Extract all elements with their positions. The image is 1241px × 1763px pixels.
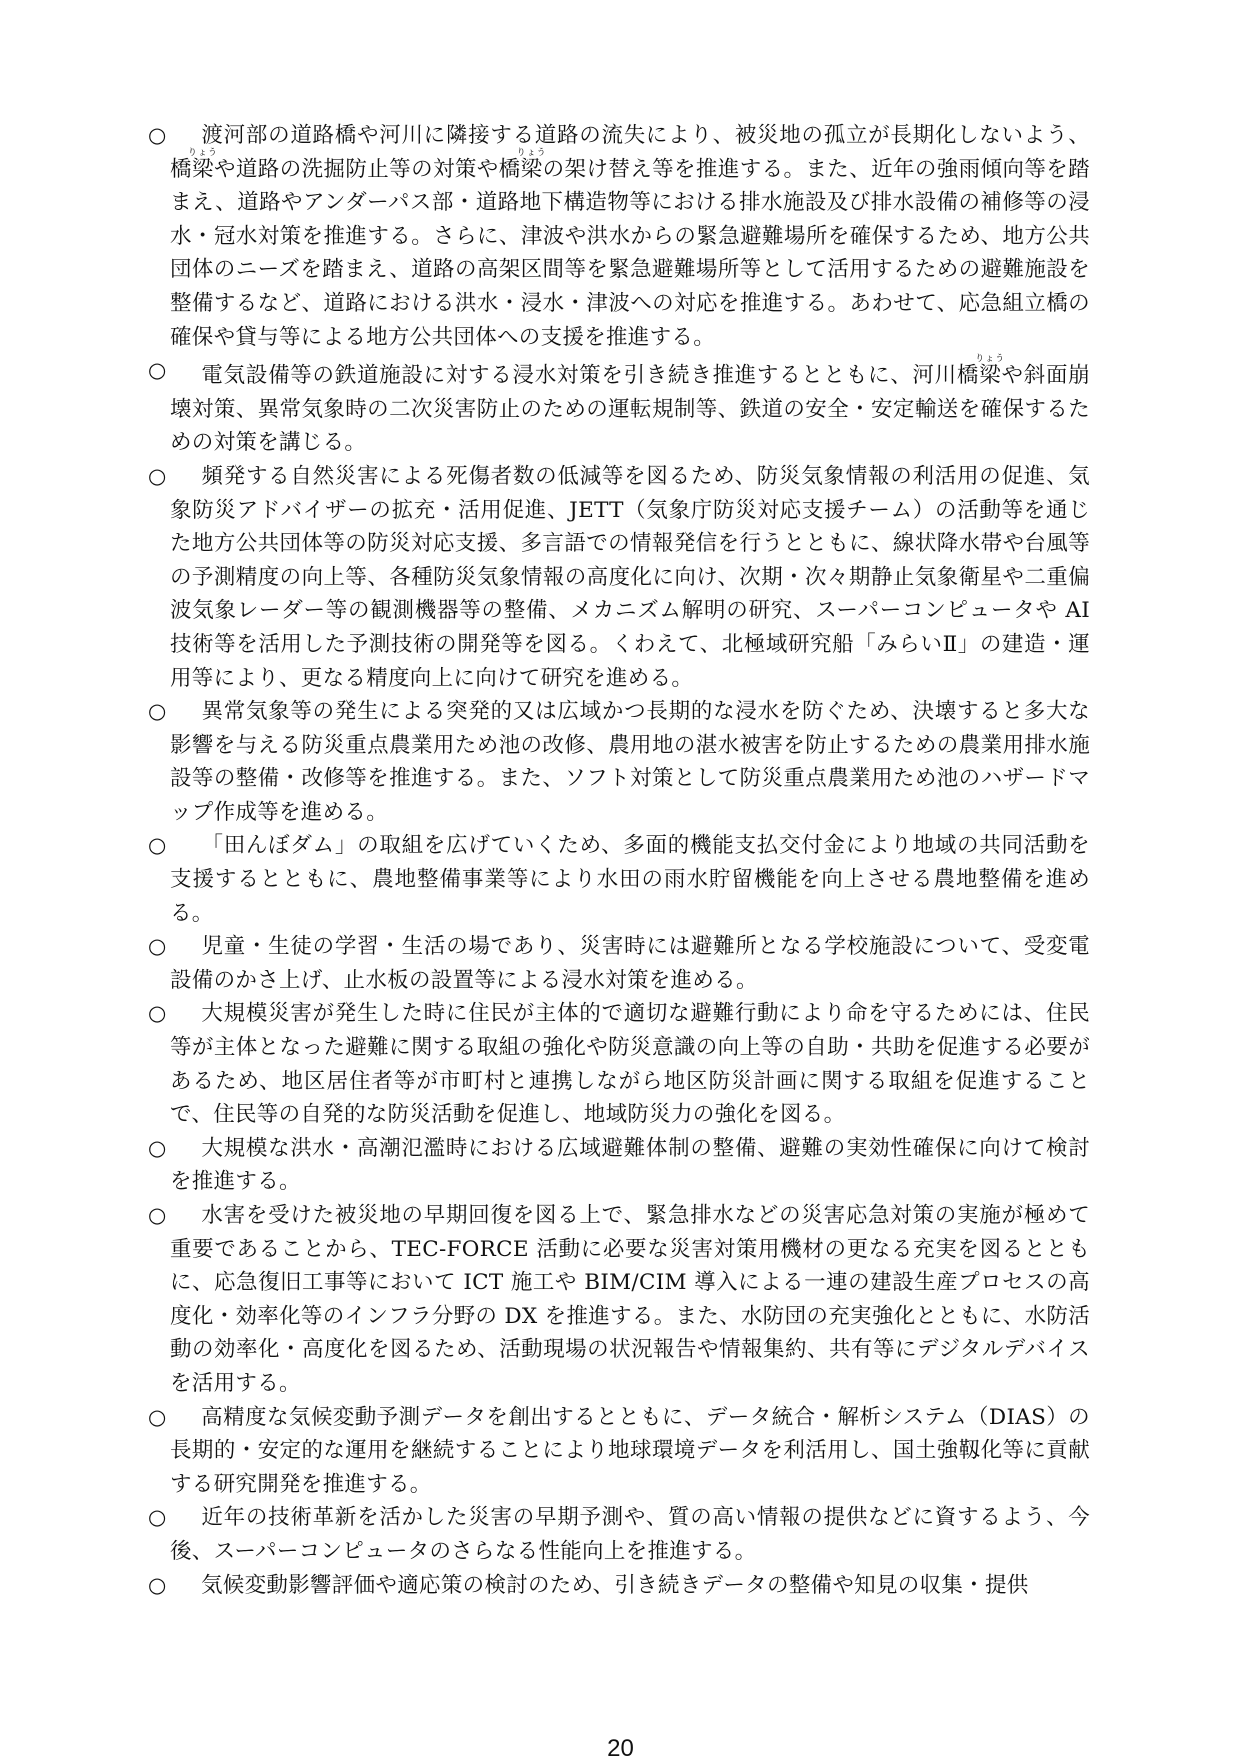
bullet-circle-icon: ○ <box>148 1505 167 1530</box>
item-text: 頻発する自然災害による死傷者数の低減等を図るため、防災気象情報の利活用の促進、気象防災アドバイザーの拡充・活用促進、JETT（気象庁防災対応支援チーム）の活動等を通じた地方公共団体等の防災対応支援、多言語での情報発信を行うとともに、線状降水帯や台風等の予測精度の向上等、各種防災気象情報の高度化に向け、次期・次々期静止気象衛星や二重偏波気象レーダー等の観測機器等の整備、メカニズム解明の研究、スーパーコンピュータや AI 技術等を活用した予測技術の開発等を図る。くわえて、北極域研究船「みらいⅡ」の建造・運用等により、更なる精度向上に向けて研究を進める。 <box>170 463 1090 691</box>
list-item <box>150 1569 1090 1603</box>
item-text: の架け替え等を推進する。また、近年の強雨傾向等を踏まえ、道路やアンダーパス部・道路地下構造物等における排水施設及び排水設備の補修等の浸水・冠水対策を推進する。さらに、津波や洪水からの緊急避難場所を確保するため、地方公共団体のニーズを踏まえ、道路の高架区間等を緊急避難場所等として活用するための避難施設を整備するなど、道路における洪水・浸水・津波への対応を推進する。あわせて、応急組立橋の確保や貸与等による地方公共団体への支援を推進する。 <box>170 156 1090 350</box>
ruby-reading: りょう <box>187 147 218 158</box>
bullet-circle-icon: ○ <box>148 1135 167 1160</box>
bullet-circle-icon: ○ <box>148 463 167 488</box>
list-item <box>150 1132 1090 1199</box>
ruby-reading: りょう <box>516 147 547 158</box>
ruby-annotation <box>187 147 218 182</box>
item-text: 高精度な気候変動予測データを創出するとともに、データ統合・解析システム（DIAS）の長期的・安定的な運用を継続することにより地球環境データを利活用し、国土強靱化等に貢献する研究開発を推進する。 <box>170 1404 1090 1497</box>
ruby-base: 梁 <box>516 156 547 182</box>
item-text: 電気設備等の鉄道施設に対する浸水対策を引き続き推進するとともに、河川橋 <box>201 363 980 389</box>
list-item <box>150 119 1090 354</box>
list-item <box>150 460 1090 695</box>
item-text: や斜面崩壊対策、異常気象時の二次災害防止のための運転規制等、鉄道の安全・安定輸送を確保するための対策を講じる。 <box>170 363 1090 456</box>
ruby-annotation <box>516 147 547 182</box>
list-item <box>150 695 1090 829</box>
list-item <box>150 354 1090 460</box>
item-text: 近年の技術革新を活かした災害の早期予測や、質の高い情報の提供などに資するよう、今後、スーパーコンピュータのさらなる性能向上を推進する。 <box>170 1505 1090 1564</box>
item-text: 水害を受けた被災地の早期回復を図る上で、緊急排水などの災害応急対策の実施が極めて重要であることから、TEC-FORCE 活動に必要な災害対策用機材の更なる充実を図るとともに、応急復旧工事等において ICT 施工や BIM/CIM 導入による一連の建設生産プロセスの高度化・効率化等のインフラ分野の DX を推進する。また、水防団の充実強化とともに、水防活動の効率化・高度化を図るため、活動現場の状況報告や情報集約、共有等にデジタルデバイスを活用する。 <box>170 1203 1090 1396</box>
ruby-base: 梁 <box>187 156 218 182</box>
ruby-annotation <box>975 354 1006 389</box>
bullet-circle-icon: ○ <box>148 358 167 383</box>
item-text: 児童・生徒の学習・生活の場であり、災害時には避難所となる学校施設について、受変電設備のかさ上げ、止水板の設置等による浸水対策を進める。 <box>170 934 1090 993</box>
page-number: 20 <box>607 1735 634 1762</box>
bullet-circle-icon: ○ <box>148 123 167 147</box>
ruby-reading: りょう <box>975 354 1006 365</box>
item-text: 大規模な洪水・高潮氾濫時における広域避難体制の整備、避難の実効性確保に向けて検討を推進する。 <box>170 1135 1090 1195</box>
bullet-circle-icon: ○ <box>148 934 167 959</box>
item-text: 大規模災害が発生した時に住民が主体的で適切な避難行動により命を守るためには、住民等が主体となった避難に関する取組の強化や防災意識の向上等の自助・共助を促進する必要があるため、地区居住者等が市町村と連携しながら地区防災計画に関する取組を促進することで、住民等の自発的な防災活動を促進し、地域防災力の強化を図る。 <box>170 1001 1090 1128</box>
bullet-circle-icon: ○ <box>148 1572 167 1597</box>
list-item <box>150 930 1090 997</box>
item-text: 「田んぼダム」の取組を広げていくため、多面的機能支払交付金により地域の共同活動を支援するとともに、農地整備事業等により水田の雨水貯留機能を向上させる農地整備を進める。 <box>170 833 1090 926</box>
bullet-list <box>150 119 1090 1602</box>
item-text: 異常気象等の発生による突発的又は広域かつ長期的な浸水を防ぐため、決壊すると多大な影響を与える防災重点農業用ため池の改修、農用地の湛水被害を防止するための農業用排水施設等の整備・改修等を推進する。また、ソフト対策として防災重点農業用ため池のハザードマップ作成等を進める。 <box>170 699 1090 825</box>
ruby-base: 梁 <box>975 363 1006 389</box>
bullet-circle-icon: ○ <box>148 1203 167 1227</box>
bullet-circle-icon: ○ <box>148 1001 167 1026</box>
item-text: や道路の洗掘防止等の対策や橋 <box>213 156 521 182</box>
list-item <box>150 1401 1090 1502</box>
list-item <box>150 997 1090 1131</box>
item-text: 気候変動影響評価や適応策の検討のため、引き続きデータの整備や知見の収集・提供 <box>201 1572 1029 1598</box>
bullet-circle-icon: ○ <box>148 833 167 858</box>
list-item <box>150 829 1090 930</box>
bullet-circle-icon: ○ <box>148 699 167 724</box>
item-text: 渡河部の道路橋や河川に隣接する道路の流失により、被災地の孤立が長期化しないよう、橋 <box>170 123 1090 182</box>
list-item <box>150 1199 1090 1401</box>
bullet-circle-icon: ○ <box>148 1404 167 1429</box>
list-item <box>150 1501 1090 1568</box>
